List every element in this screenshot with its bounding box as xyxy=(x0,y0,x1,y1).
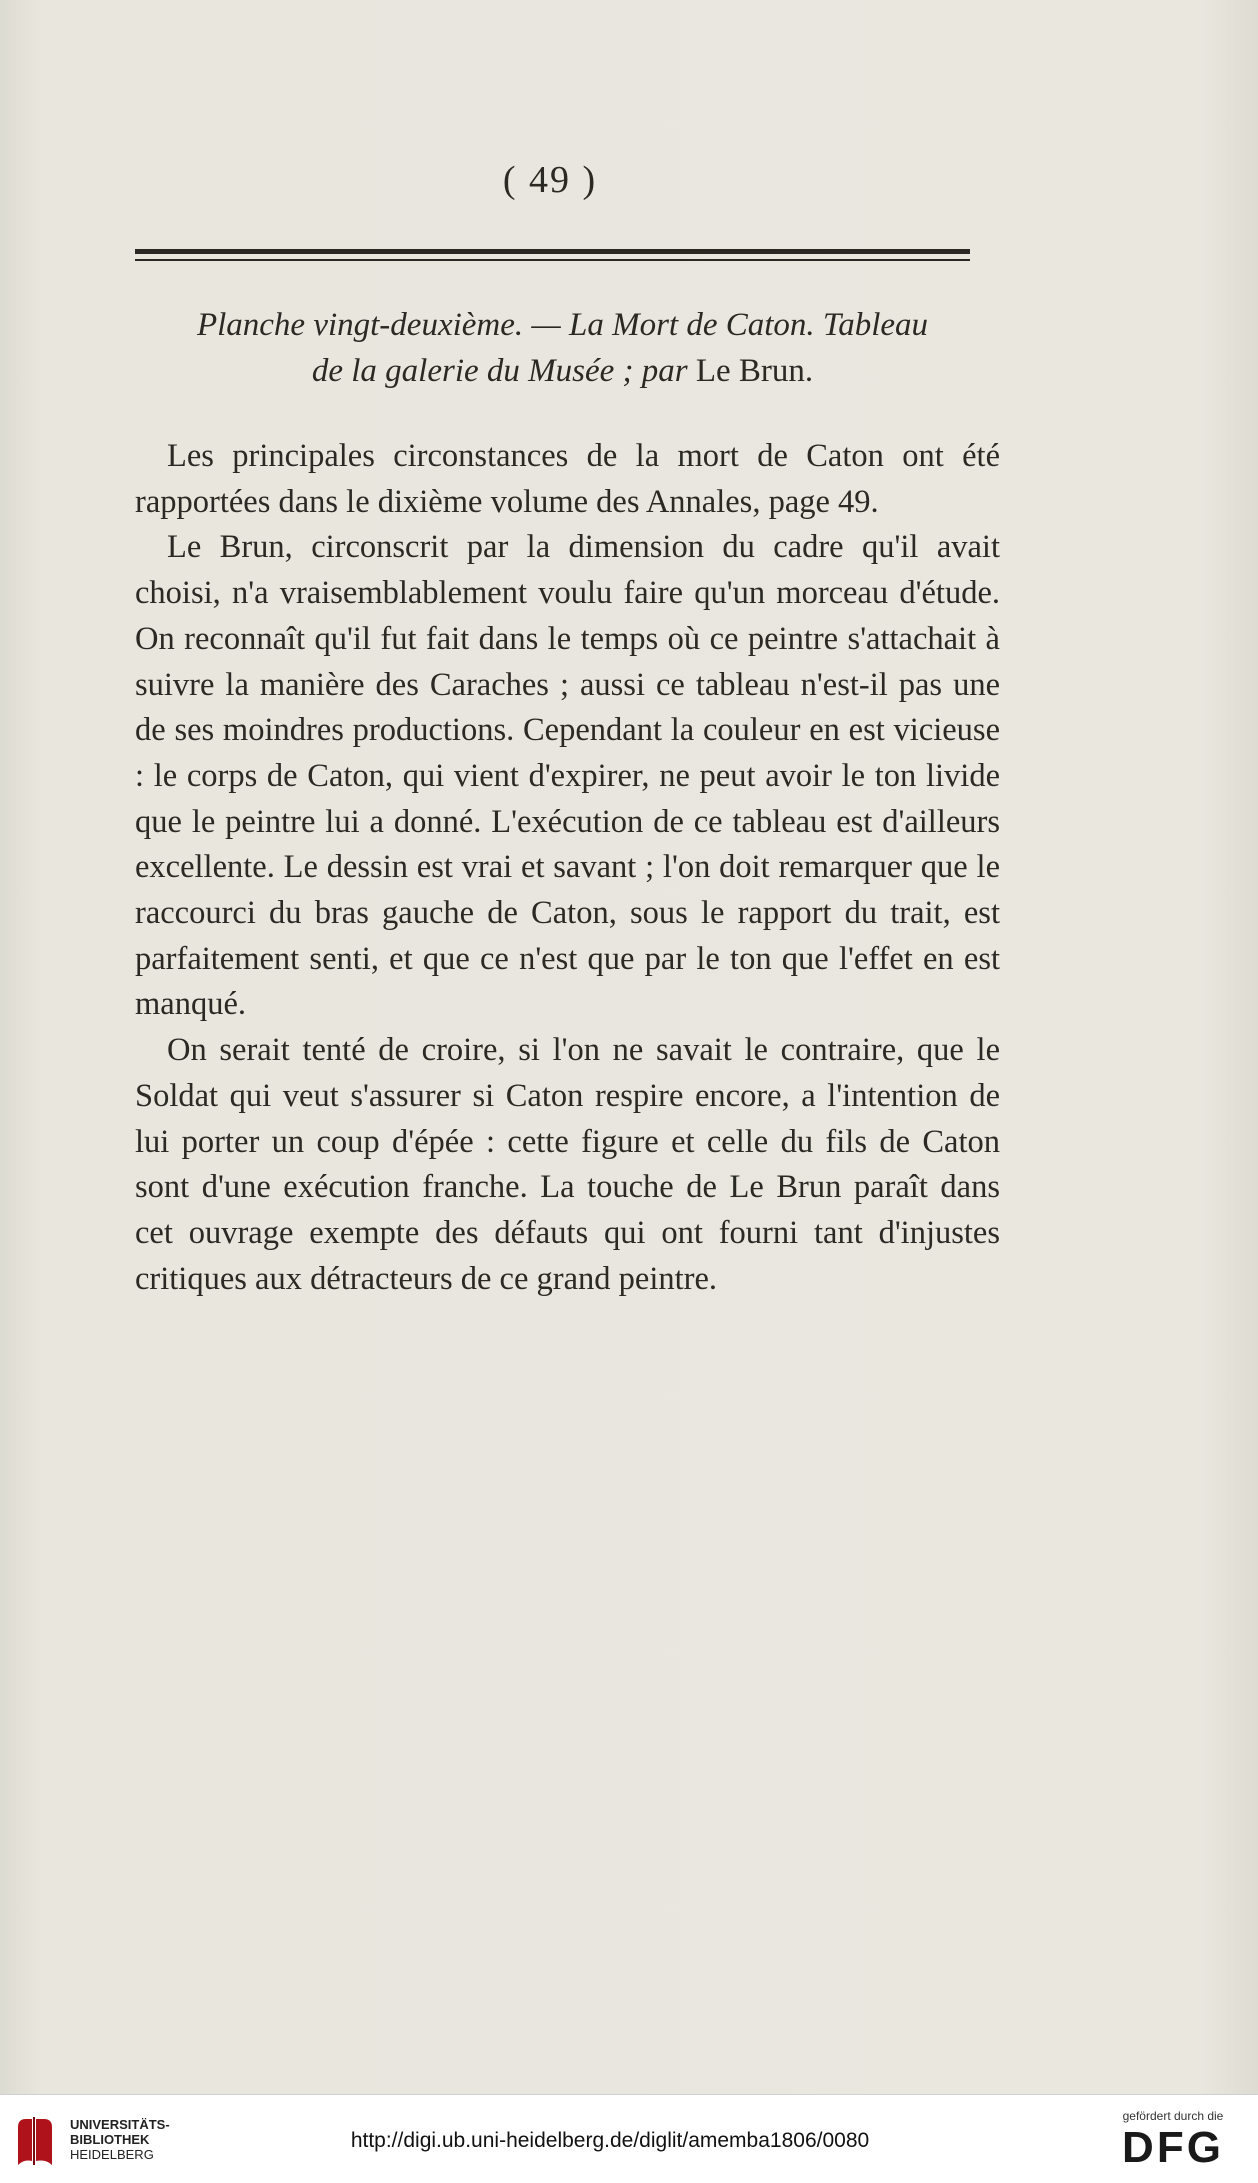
funded-by-label: gefördert durch die xyxy=(1122,2109,1224,2123)
library-logo-icon xyxy=(10,2113,60,2171)
funder-block xyxy=(1108,2109,1238,2173)
library-line-1: UNIVERSITÄTS- xyxy=(70,2117,170,2132)
library-name xyxy=(70,2117,170,2162)
heading-author: Le Brun. xyxy=(695,353,814,389)
page-number: ( 49 ) xyxy=(502,159,598,201)
paragraph-1: Les principales circonstances de la mort de Caton ont été rapportées dans le dixième volume des Annales, page 49. xyxy=(135,438,1000,520)
library-line-3: HEIDELBERG xyxy=(70,2147,154,2162)
heading-line-2-italic: de la galerie du Musée ; par xyxy=(311,353,696,389)
body-text xyxy=(135,434,1000,1302)
heading-line-2 xyxy=(125,348,1000,394)
header-rule-thin xyxy=(135,259,970,261)
header-rule-thick xyxy=(135,249,970,254)
paragraph-2: Le Brun, circonscrit par la dimension du cadre qu'il avait choisi, n'a vraisemblablement voulu faire qu'un morceau d'étude. On reconnaît qu'il fut fait dans le temps où ce peintre s'attachait à suivre la manière des Caraches ; aussi ce tableau n'est-il pas une de ses moindres productions. Cependant la couleur en est vicieuse : le corps de Caton, qui vient d'expirer, ne peut avoir le ton livide que le peintre lui a donné. L'exécution de ce tableau est d'ailleurs excellente. Le dessin est vrai et savant ; l'on doit remarquer que le raccourci du bras gauche de Caton, sous le rapport du trait, est parfaitement senti, et que ce n'est que par le ton que l'effet en est manqué. xyxy=(135,529,1000,1023)
heading-line-1: Planche vingt-deuxième. — La Mort de Caton. Tableau xyxy=(196,307,929,343)
paragraph-3: On serait tenté de croire, si l'on ne savait le contraire, que le Soldat qui veut s'assurer si Caton respire encore, a l'intention de lui porter un coup d'épée : cette figure et celle du fils de Caton sont d'une exécution franche. La touche de Le Brun paraît dans cet ouvrage exempte des défauts qui ont fourni tant d'injustes critiques aux détracteurs de ce grand peintre. xyxy=(135,1032,1000,1297)
dfg-logo: DFG xyxy=(1122,2123,1224,2172)
permalink-url[interactable]: http://digi.ub.uni-heidelberg.de/diglit/amemba1806/0080 xyxy=(350,2129,870,2152)
plate-heading xyxy=(125,302,1000,394)
library-line-2: BIBLIOTHEK xyxy=(70,2132,150,2147)
digitization-footer xyxy=(0,2094,1258,2183)
